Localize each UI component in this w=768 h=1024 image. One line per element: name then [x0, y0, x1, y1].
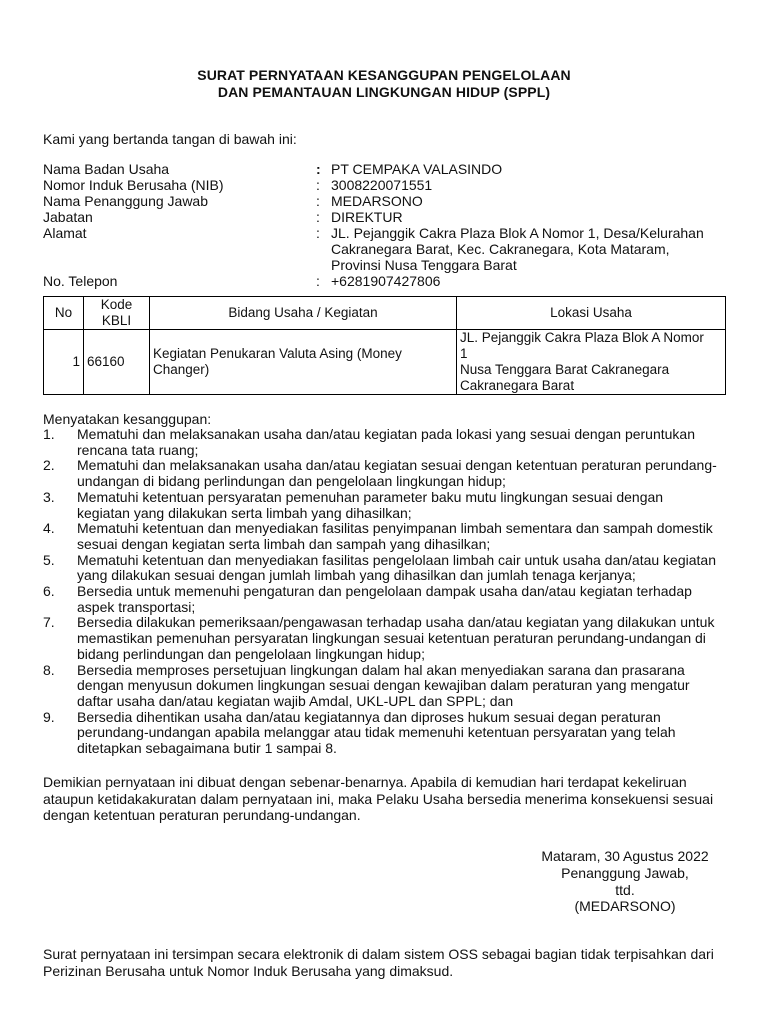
closing-paragraph	[43, 774, 726, 824]
table-row	[44, 330, 726, 395]
list-item-number: 2.	[43, 457, 55, 474]
field-colon: :	[316, 177, 320, 193]
cell-lokasi-line2: 1	[460, 346, 468, 361]
list-item-number: 7.	[43, 614, 55, 631]
kbli-table	[43, 296, 726, 395]
commitments-heading: Menyatakan kesanggupan:	[43, 411, 212, 427]
field-colon: :	[316, 273, 320, 289]
cell-bidang-line2: Changer)	[153, 362, 210, 377]
cell-no: 1	[44, 330, 84, 395]
list-item	[43, 615, 726, 662]
list-item-line: Bersedia dihentikan usaha dan/atau kegiatannya dan diproses hukum sesuai degan peraturan	[77, 708, 661, 725]
list-item-number: 1.	[43, 426, 55, 442]
signature-role: Penanggung Jawab,	[561, 864, 689, 881]
header-kode-line2: KBLI	[101, 313, 132, 328]
list-item-line: Mematuhi ketentuan persyaratan pemenuhan parameter baku mutu lingkungan sesuai dengan	[77, 488, 664, 505]
field-colon: :	[316, 161, 321, 177]
intro-text: Kami yang bertanda tangan di bawah ini:	[43, 131, 297, 147]
list-item-line: memastikan pemenuhan persyaratan lingkungan sesuai ketentuan peraturan perundang-undangan di	[77, 630, 706, 647]
cell-bidang	[150, 330, 457, 395]
field-label-telepon: No. Telepon	[43, 273, 118, 289]
list-item-line: Bersedia untuk memenuhi pengaturan dan pengelolaan dampak usaha dan/atau kegiatan terhadap	[77, 583, 692, 600]
list-item-number: 3.	[43, 488, 55, 505]
list-item-line: kegiatan yang dilakukan serta limbah yang dihasilkan;	[77, 504, 412, 521]
list-item	[43, 553, 726, 584]
list-item-line: perundang-undangan apabila melanggar atau tidak memenuhi ketentuan persyaratan yang telah	[77, 724, 676, 741]
table-header-row	[44, 297, 726, 330]
field-value-alamat-line2: Cakranegara Barat, Kec. Cakranegara, Kota Mataram,	[331, 241, 670, 257]
field-value-jabatan: DIREKTUR	[331, 209, 403, 225]
header-kode-kbli	[84, 297, 150, 330]
signature-block	[520, 848, 730, 915]
document-title-line2: DAN PEMANTAUAN LINGKUNGAN HIDUP (SPPL)	[217, 84, 551, 100]
field-value-alamat-line3: Provinsi Nusa Tenggara Barat	[331, 257, 517, 273]
list-item-number: 5.	[43, 551, 55, 568]
field-colon: :	[316, 225, 320, 241]
footer-line: Surat pernyataan ini tersimpan secara elektronik di dalam sistem OSS sebagai bagian tidak terpisahkan dari	[43, 946, 714, 962]
field-label-nib: Nomor Induk Berusaha (NIB)	[43, 177, 224, 193]
list-item-line: bidang perlindungan dan pengelolaan lingkungan hidup;	[77, 645, 425, 662]
list-item	[43, 584, 726, 615]
list-item-line: Bersedia dilakukan pemeriksaan/pengawasan terhadap usaha dan/atau kegiatan yang dilakukan untuk	[77, 614, 715, 631]
field-value-alamat-line1: JL. Pejanggik Cakra Plaza Blok A Nomor 1, Desa/Kelurahan	[331, 225, 704, 241]
field-label-nama-badan-usaha: Nama Badan Usaha	[43, 161, 170, 177]
list-item-line: ditetapkan sebagaimana butir 1 sampai 8.	[77, 740, 337, 757]
header-bidang-usaha: Bidang Usaha / Kegiatan	[150, 297, 457, 330]
cell-kode: 66160	[84, 330, 150, 395]
list-item-line: Mematuhi ketentuan dan menyediakan fasilitas penyimpanan limbah sementara dan sampah domestik	[77, 520, 713, 537]
header-lokasi-usaha: Lokasi Usaha	[457, 297, 726, 330]
signature-place-date: Mataram, 30 Agustus 2022	[541, 848, 709, 864]
header-no: No	[44, 297, 84, 330]
list-item	[43, 521, 726, 552]
footer-line: Perizinan Berusaha untuk Nomor Induk Berusaha yang dimaksud.	[43, 962, 454, 979]
field-label-alamat: Alamat	[43, 225, 87, 241]
list-item	[43, 710, 726, 757]
field-label-jabatan: Jabatan	[43, 209, 93, 225]
list-item-line: undangan di bidang perlindungan dan pengelolaan lingkungan hidup;	[77, 473, 506, 490]
field-label-penanggung-jawab: Nama Penanggung Jawab	[43, 193, 209, 209]
field-value-penanggung-jawab: MEDARSONO	[331, 193, 423, 209]
cell-lokasi-line3: Nusa Tenggara Barat Cakranegara	[460, 362, 670, 377]
list-item	[43, 427, 726, 458]
list-item-line: Bersedia memproses persetujuan lingkungan dalam hal akan menyediakan sarana dan prasarana	[77, 661, 685, 678]
document-title-line1: SURAT PERNYATAAN KESANGGUPAN PENGELOLAAN	[197, 67, 571, 83]
list-item-number: 9.	[43, 708, 55, 725]
header-kode-line1: Kode	[100, 297, 133, 312]
cell-lokasi	[457, 330, 726, 395]
list-item	[43, 490, 726, 521]
cell-lokasi-line1: JL. Pejanggik Cakra Plaza Blok A Nomor	[460, 330, 704, 345]
list-item-line: Mematuhi ketentuan dan menyediakan fasilitas pengelolaan limbah cair untuk usaha dan/atau kegiatan	[77, 551, 716, 568]
field-value-nama-badan-usaha: PT CEMPAKA VALASINDO	[331, 161, 503, 177]
cell-bidang-line1: Kegiatan Penukaran Valuta Asing (Money	[153, 346, 402, 361]
list-item-line: Mematuhi dan melaksanakan usaha dan/atau kegiatan sesuai dengan ketentuan peraturan perundang-	[77, 457, 717, 474]
list-item-line: dengan menyusun dokumen lingkungan sesuai dengan kewajiban dalam peraturan yang mengatur	[77, 677, 690, 694]
cell-lokasi-line4: Cakranegara Barat	[460, 378, 575, 393]
list-item-line: Mematuhi dan melaksanakan usaha dan/atau kegiatan pada lokasi yang sesuai dengan peruntukan	[77, 426, 695, 442]
list-item-number: 6.	[43, 583, 55, 600]
list-item	[43, 458, 726, 489]
list-item-line: rencana tata ruang;	[77, 441, 199, 458]
list-item-line: daftar usaha dan/atau kegiatan wajib Amdal, UKL-UPL dan SPPL; dan	[77, 692, 514, 709]
signature-name: (MEDARSONO)	[574, 898, 676, 915]
list-item-line: aspek transportasi;	[77, 598, 196, 615]
list-item-line: yang dilakukan sesuai dengan jumlah limbah yang dihasilkan dan jumlah tenaga kerjanya;	[77, 567, 636, 584]
field-value-telepon: +6281907427806	[331, 273, 441, 289]
signature-ttd: ttd.	[615, 881, 635, 898]
closing-line: dengan ketentuan peraturan perundang-undangan.	[43, 807, 361, 823]
field-value-nib: 3008220071551	[331, 177, 433, 193]
list-item-line: sesuai dengan kegiatan serta limbah dan sampah yang dihasilkan;	[77, 535, 491, 552]
commitments-list	[43, 427, 726, 757]
list-item-number: 4.	[43, 520, 55, 537]
closing-line: ataupun ketidakakuratan dalam pernyataan ini, maka Pelaku Usaha bersedia menerima konsekuensi sesuai	[43, 790, 714, 807]
list-item	[43, 663, 726, 710]
field-colon: :	[316, 193, 320, 209]
footer-note	[43, 946, 726, 979]
closing-line: Demikian pernyataan ini dibuat dengan sebenar-benarnya. Apabila di kemudian hari terdapat kekeliruan	[43, 774, 687, 790]
field-colon: :	[316, 209, 320, 225]
list-item-number: 8.	[43, 661, 55, 678]
